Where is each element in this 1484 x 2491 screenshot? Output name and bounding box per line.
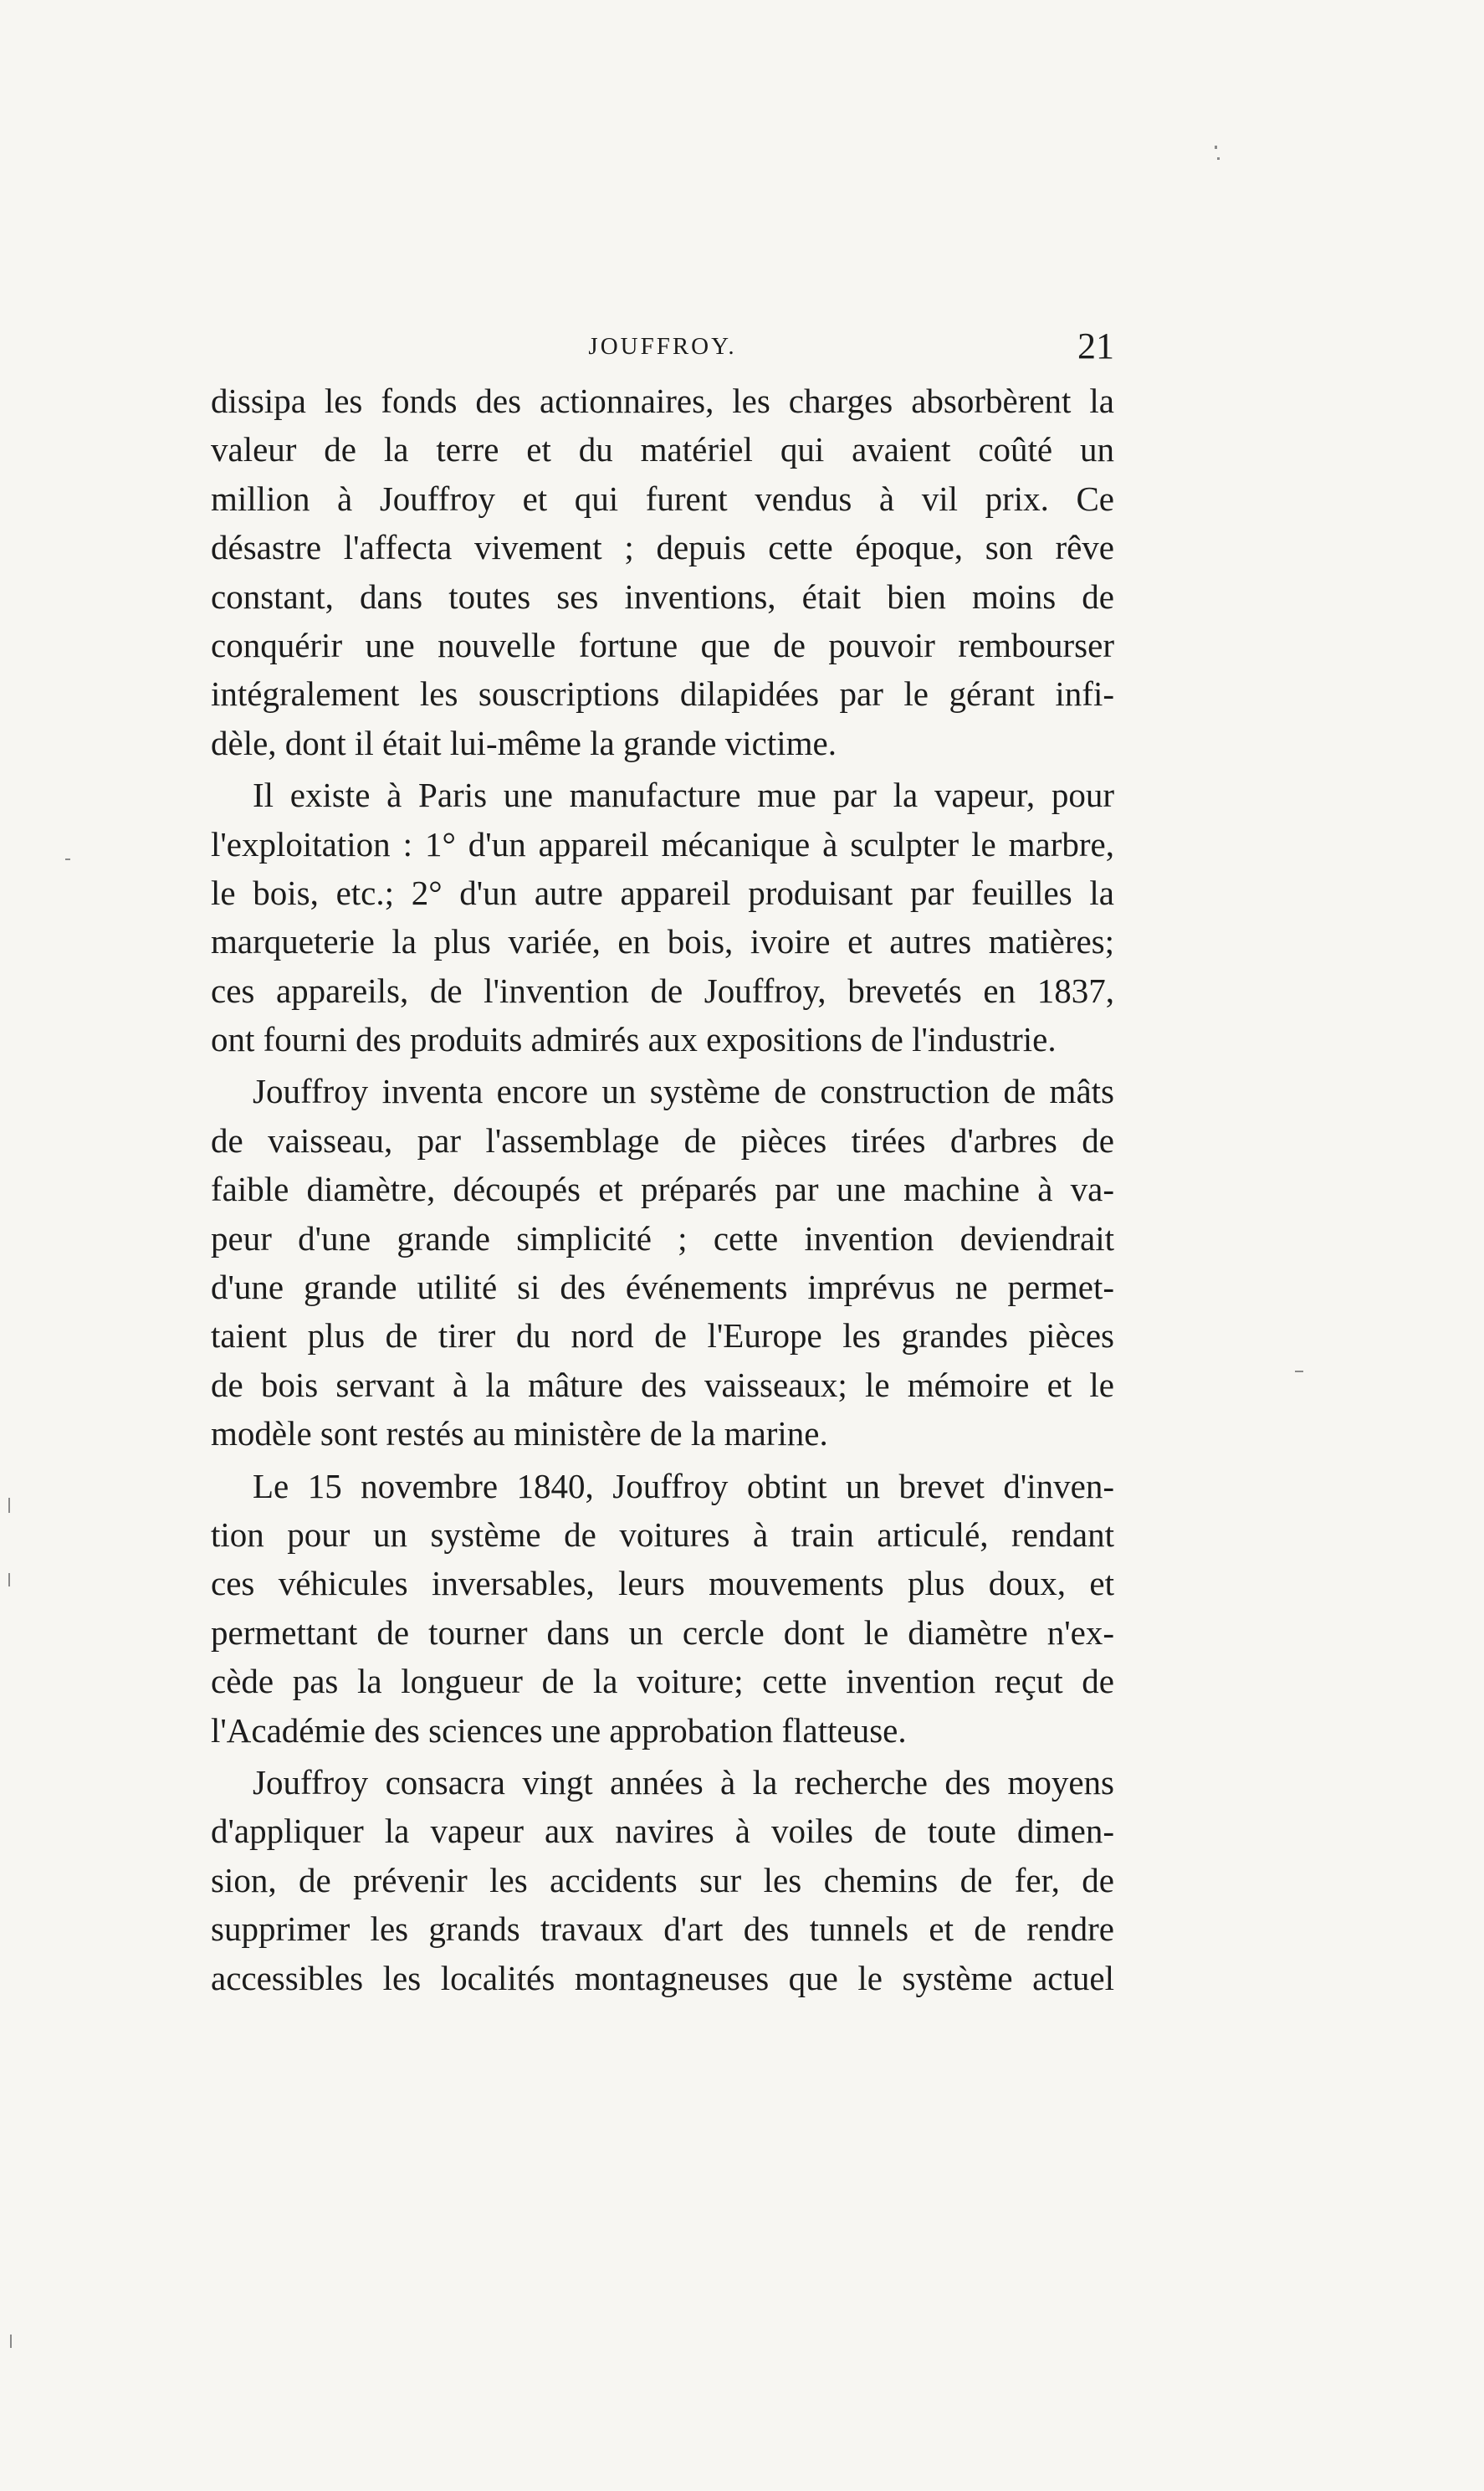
text-line: ces véhicules inversables, leurs mouvements plus doux, et: [211, 1564, 1114, 1603]
scan-speck: [1217, 157, 1220, 160]
text-line: sion, de prévenir les accidents sur les chemins de fer, de: [211, 1860, 1114, 1899]
text-line: Il existe à Paris une manufacture mue par la vapeur, pour: [253, 776, 1114, 815]
text-line: désastre l'affecta vivement ; depuis cette époque, son rêve: [211, 528, 1114, 567]
text-line: ces appareils, de l'invention de Jouffroy, brevetés en 1837,: [211, 971, 1114, 1010]
body-text: [211, 377, 1114, 2002]
text-line: d'appliquer la vapeur aux navires à voiles de toute dimen-: [211, 1812, 1114, 1851]
text-line: l'exploitation : 1° d'un appareil mécanique à sculpter le marbre,: [211, 824, 1114, 864]
text-line: dèle, dont il était lui-même la grande victime.: [211, 723, 837, 762]
text-line: dissipa les fonds des actionnaires, les charges absorbèrent la: [211, 382, 1114, 420]
text-line: valeur de la terre et du matériel qui avaient coûté un: [211, 430, 1114, 469]
text-line: permettant de tourner dans un cercle dont le diamètre n'ex-: [211, 1612, 1114, 1652]
scan-speck: [8, 1498, 10, 1513]
text-line: supprimer les grands travaux d'art des tunnels et de rendre: [211, 1909, 1114, 1949]
text-line: de bois servant à la mâture des vaisseaux; le mémoire et le: [211, 1365, 1114, 1404]
text-line: d'une grande utilité si des événements imprévus ne permet-: [211, 1268, 1114, 1307]
paragraph-4: [211, 1462, 1114, 1755]
text-line: ont fourni des produits admirés aux expositions de l'industrie.: [211, 1020, 1057, 1059]
text-line: l'Académie des sciences une approbation flatteuse.: [211, 1710, 907, 1750]
text-line: Jouffroy inventa encore un système de construction de mâts: [253, 1072, 1114, 1111]
text-line: faible diamètre, découpés et préparés par une machine à va-: [211, 1170, 1114, 1209]
text-line: accessibles les localités montagneuses que le système actuel: [211, 1958, 1114, 1997]
text-line: intégralement les souscriptions dilapidées par le gérant infi-: [211, 674, 1114, 714]
text-line: constant, dans toutes ses inventions, était bien moins de: [211, 577, 1114, 616]
running-title: JOUFFROY.: [588, 333, 737, 360]
text-line: cède pas la longueur de la voiture; cette invention reçut de: [211, 1662, 1114, 1701]
paragraph-5: [211, 1758, 1114, 2002]
paragraph-3: [211, 1067, 1114, 1458]
running-head: [211, 325, 1114, 375]
paragraph-1: [211, 377, 1114, 767]
text-line: conquérir une nouvelle fortune que de pouvoir rembourser: [211, 625, 1114, 664]
text-line: Jouffroy consacra vingt années à la recherche des moyens: [253, 1762, 1114, 1802]
scan-speck: [65, 859, 70, 860]
text-line: modèle sont restés au ministère de la marine.: [211, 1414, 828, 1453]
text-line: le bois, etc.; 2° d'un autre appareil produisant par feuilles la: [211, 873, 1114, 912]
text-line: tion pour un système de voitures à train articulé, rendant: [211, 1515, 1114, 1554]
paragraph-2: [211, 771, 1114, 1064]
text-line: peur d'une grande simplicité ; cette invention deviendrait: [211, 1218, 1114, 1258]
scan-speck: [1295, 1371, 1303, 1372]
scan-speck: [8, 1573, 10, 1586]
text-line: Le 15 novembre 1840, Jouffroy obtint un brevet d'inven-: [253, 1466, 1114, 1505]
text-line: marqueterie la plus variée, en bois, ivoire et autres matières;: [211, 922, 1114, 961]
scan-speck: [10, 2335, 12, 2348]
page-number: 21: [1077, 325, 1114, 366]
text-line: de vaisseau, par l'assemblage de pièces tirées d'arbres de: [211, 1120, 1114, 1160]
text-line: million à Jouffroy et qui furent vendus à vil prix. Ce: [211, 479, 1114, 518]
text-line: taient plus de tirer du nord de l'Europe les grandes pièces: [211, 1316, 1114, 1356]
scan-speck: [1215, 146, 1217, 149]
